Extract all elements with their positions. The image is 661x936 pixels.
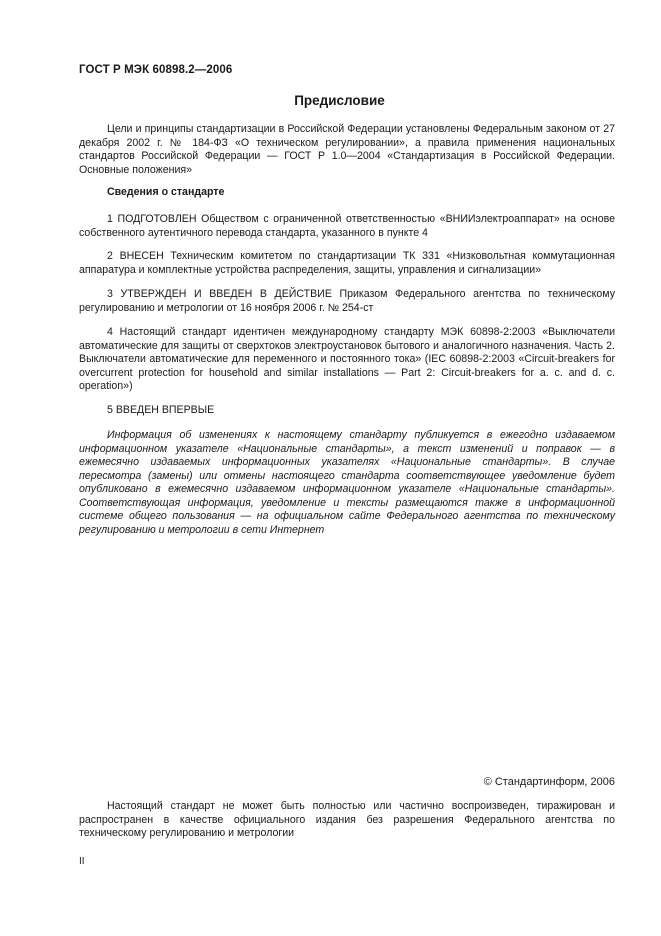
document-header: ГОСТ Р МЭК 60898.2—2006: [79, 64, 233, 76]
reproduction-notice: Настоящий стандарт не может быть полностью или частично воспроизведен, тиражирован и распространен в качестве официального издания без разрешения Федерального агентства по техническому регулированию и метрологии: [79, 800, 615, 839]
intro-block: [79, 123, 615, 177]
intro-paragraph: Цели и принципы стандартизации в Российской Федерации установлены Федеральным законом от 27 декабря 2002 г. № 184-ФЗ «О техническом регулировании», а правила применения национальных стандартов Российской Федерации — ГОСТ Р 1.0—2004 «Стандартизация в Российской Федерации. Основные положения»: [79, 123, 615, 176]
list-item: 1 ПОДГОТОВЛЕН Обществом с ограниченной ответственностью «ВНИИэлектроаппарат» на основе собственного аутентичного перевода стандарта, указанного в пункте 4: [79, 213, 615, 239]
list-item: 5 ВВЕДЕН ВПЕРВЫЕ: [107, 404, 215, 416]
list-item: 4 Настоящий стандарт идентичен международному стандарту МЭК 60898-2:2003 «Выключатели автоматические для защиты от сверхтоков электроустановок бытового и аналогичного назначения. Часть 2. Выключатели автоматические для переменного и постоянного тока» (IEC 60898-2:2003 «Circuit-breakers for overcurrent protection for household and similar installations — Part 2: Circuit-breakers for a. c. and d. c. operation»): [79, 326, 615, 392]
reproduction-notice-block: [79, 800, 615, 841]
page-number: II: [79, 856, 85, 867]
page-title: Предисловие: [294, 93, 385, 108]
item-2-block: [79, 250, 615, 277]
item-3-block: [79, 288, 615, 315]
info-note: Информация об изменениях к настоящему стандарту публикуется в ежегодно издаваемом информационном указателе «Национальные стандарты», а текст изменений и поправок — в ежемесячно издаваемых информационных указателях «Национальные стандарты». В случае пересмотра (замены) или отмены настоящего стандарта соответствующее уведомление будет опубликовано в ежемесячно издаваемом информационном указателе «Национальные стандарты». Соответствующая информация, уведомление и тексты размещаются также в информационной системе общего пользования — на официальном сайте Федерального агентства по техническому регулированию и метрологии в сети Интернет: [79, 429, 615, 536]
item-1-block: [79, 213, 615, 240]
section-heading: Сведения о стандарте: [107, 186, 225, 198]
item-4-block: [79, 326, 615, 394]
copyright: © Стандартинформ, 2006: [483, 776, 615, 788]
list-item: 2 ВНЕСЕН Техническим комитетом по стандартизации ТК 331 «Низковольтная коммутационная аппаратура и комплектные устройства распределения, защиты, управления и сигнализации»: [79, 250, 615, 276]
list-item: 3 УТВЕРЖДЕН И ВВЕДЕН В ДЕЙСТВИЕ Приказом Федерального агентства по техническому регулированию и метрологии от 16 ноября 2006 г. № 254-ст: [79, 288, 615, 314]
section-heading-block: [79, 186, 615, 200]
item-5-block: [79, 404, 615, 418]
info-note-block: [79, 429, 615, 537]
